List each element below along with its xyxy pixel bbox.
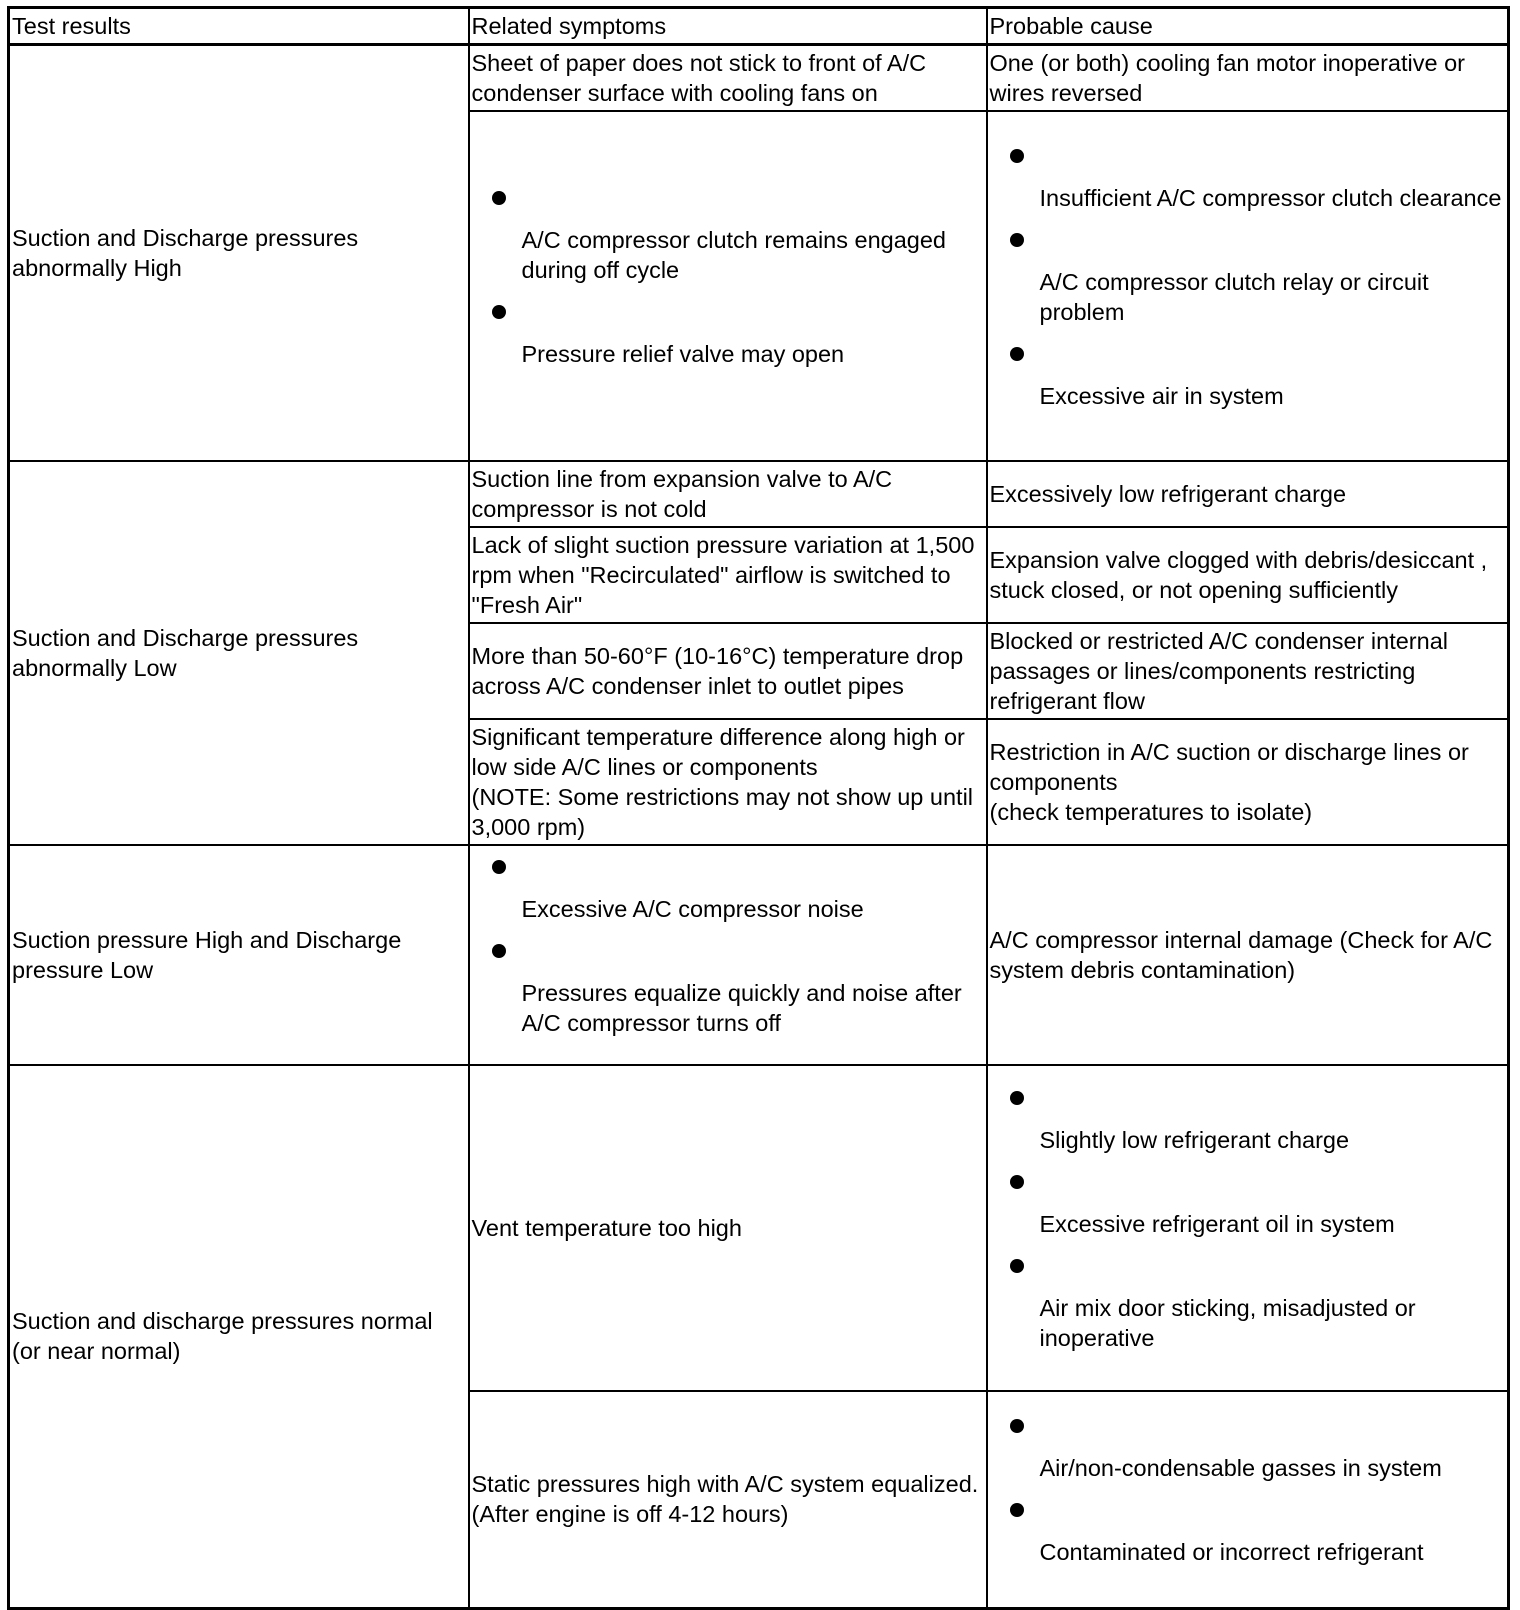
bullet-icon <box>1010 1419 1024 1433</box>
list-item: A/C compressor clutch relay or circuit problem <box>990 229 1506 343</box>
cause-cell <box>987 1065 1509 1391</box>
table-row <box>9 45 1509 111</box>
table-header-row <box>9 8 1509 45</box>
table-row <box>9 845 1509 1065</box>
bullet-icon <box>492 944 506 958</box>
cause-cell: One (or both) cooling fan motor inoperative or wires reversed <box>987 45 1509 111</box>
list-item: Pressures equalize quickly and noise after A/C compressor turns off <box>472 940 984 1054</box>
bullet-icon <box>1010 347 1024 361</box>
list-item: Air/non-condensable gasses in system <box>990 1415 1506 1499</box>
list-item: Slightly low refrigerant charge <box>990 1087 1506 1171</box>
symptom-cell <box>469 111 987 461</box>
symptom-cell: Suction line from expansion valve to A/C compressor is not cold <box>469 461 987 527</box>
symptom-cell: Static pressures high with A/C system equalized. (After engine is off 4-12 hours) <box>469 1391 987 1609</box>
bullet-icon <box>1010 1503 1024 1517</box>
diagnosis-table <box>7 6 1510 1610</box>
bullet-icon <box>492 860 506 874</box>
test-result-cell: Suction and discharge pressures normal (or near normal) <box>9 1065 469 1609</box>
list-item: Insufficient A/C compressor clutch clearance <box>990 145 1506 229</box>
header-related-symptoms: Related symptoms <box>469 8 987 45</box>
list-item: Pressure relief valve may open <box>472 301 984 385</box>
list-item: Excessive A/C compressor noise <box>472 856 984 940</box>
cause-cell: Excessively low refrigerant charge <box>987 461 1509 527</box>
cause-cell: Blocked or restricted A/C condenser internal passages or lines/components restricting refrigerant flow <box>987 623 1509 719</box>
cause-cell: A/C compressor internal damage (Check for A/C system debris contamination) <box>987 845 1509 1065</box>
table-row <box>9 461 1509 527</box>
cause-list <box>990 145 1506 427</box>
symptom-cell: Sheet of paper does not stick to front of A/C condenser surface with cooling fans on <box>469 45 987 111</box>
bullet-icon <box>492 305 506 319</box>
test-result-cell: Suction pressure High and Discharge pressure Low <box>9 845 469 1065</box>
bullet-icon <box>1010 1091 1024 1105</box>
cause-cell <box>987 1391 1509 1609</box>
header-test-results: Test results <box>9 8 469 45</box>
bullet-icon <box>492 191 506 205</box>
symptom-list <box>472 187 984 385</box>
cause-cell <box>987 111 1509 461</box>
bullet-icon <box>1010 149 1024 163</box>
list-item: Air mix door sticking, misadjusted or inoperative <box>990 1255 1506 1369</box>
symptom-cell: Vent temperature too high <box>469 1065 987 1391</box>
symptom-cell: Lack of slight suction pressure variation at 1,500 rpm when "Recirculated" airflow is switched to "Fresh Air" <box>469 527 987 623</box>
list-item: Contaminated or incorrect refrigerant <box>990 1499 1506 1583</box>
cause-list <box>990 1087 1506 1369</box>
bullet-icon <box>1010 1259 1024 1273</box>
cause-list <box>990 1415 1506 1583</box>
bullet-icon <box>1010 233 1024 247</box>
symptom-cell: More than 50-60°F (10-16°C) temperature drop across A/C condenser inlet to outlet pipes <box>469 623 987 719</box>
bullet-icon <box>1010 1175 1024 1189</box>
test-result-cell: Suction and Discharge pressures abnormally Low <box>9 461 469 845</box>
test-result-cell: Suction and Discharge pressures abnormally High <box>9 45 469 461</box>
cause-cell: Restriction in A/C suction or discharge lines or components (check temperatures to isolate) <box>987 719 1509 845</box>
list-item: A/C compressor clutch remains engaged during off cycle <box>472 187 984 301</box>
list-item: Excessive refrigerant oil in system <box>990 1171 1506 1255</box>
list-item: Excessive air in system <box>990 343 1506 427</box>
header-probable-cause: Probable cause <box>987 8 1509 45</box>
table-row <box>9 1065 1509 1391</box>
cause-cell: Expansion valve clogged with debris/desiccant , stuck closed, or not opening sufficiently <box>987 527 1509 623</box>
symptom-cell: Significant temperature difference along high or low side A/C lines or components (NOTE: Some restrictions may not show up until 3,000 rpm) <box>469 719 987 845</box>
symptom-list <box>472 856 984 1054</box>
symptom-cell <box>469 845 987 1065</box>
